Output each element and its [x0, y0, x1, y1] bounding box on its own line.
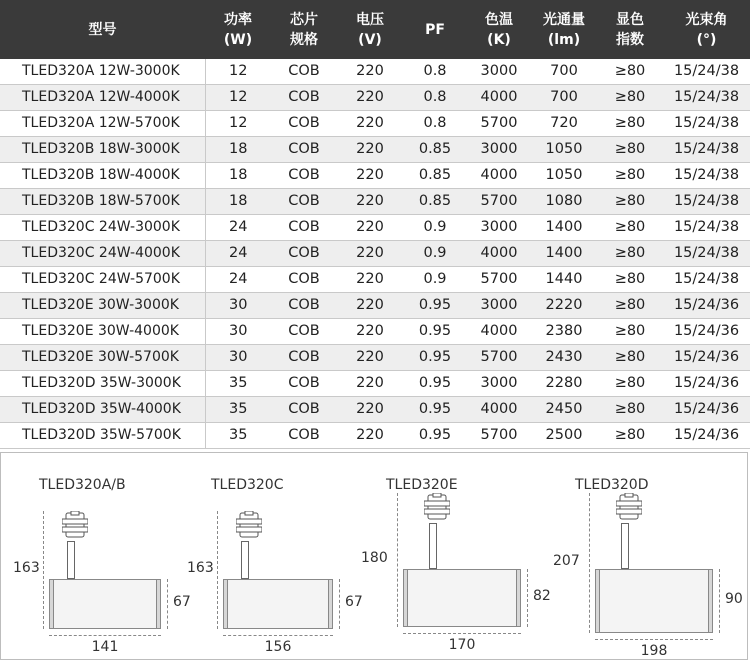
cell-model: TLED320B 18W-5700K: [0, 189, 205, 215]
diagram-model-label: TLED320C: [211, 477, 284, 493]
cell-model: TLED320A 12W-4000K: [0, 85, 205, 111]
cell-voltage: 220: [337, 293, 403, 319]
cell-power: 18: [205, 163, 271, 189]
cell-model: TLED320C 24W-3000K: [0, 215, 205, 241]
table-row: [0, 267, 750, 293]
cell-pf: 0.95: [403, 423, 467, 449]
cell-pf: 0.95: [403, 345, 467, 371]
track-adapter-icon: [62, 511, 88, 541]
adapter-stem: [67, 541, 75, 579]
cell-pf: 0.85: [403, 137, 467, 163]
cell-voltage: 220: [337, 163, 403, 189]
width-value: 141: [91, 639, 119, 655]
cell-voltage: 220: [337, 215, 403, 241]
table-row: [0, 59, 750, 85]
cell-cct: 5700: [467, 111, 531, 137]
cell-lumen: 2220: [531, 293, 597, 319]
fixture-body: [223, 579, 333, 629]
header-cri: 显色 指数: [597, 0, 663, 59]
cell-power: 18: [205, 137, 271, 163]
cell-chip: COB: [271, 59, 337, 85]
header-chip: 芯片 规格: [271, 0, 337, 59]
fixture-body: [403, 569, 521, 627]
cell-cct: 3000: [467, 293, 531, 319]
cell-cri: ≥80: [597, 319, 663, 345]
cell-lumen: 700: [531, 59, 597, 85]
body-height-line: [719, 569, 720, 633]
cell-pf: 0.8: [403, 59, 467, 85]
cell-beam-angle: 15/24/38: [663, 59, 750, 85]
cell-power: 35: [205, 423, 271, 449]
cell-cct: 5700: [467, 345, 531, 371]
header-pf: PF: [403, 0, 467, 59]
cell-chip: COB: [271, 137, 337, 163]
cell-pf: 0.95: [403, 397, 467, 423]
cell-beam-angle: 15/24/38: [663, 137, 750, 163]
cell-cri: ≥80: [597, 137, 663, 163]
cell-cri: ≥80: [597, 241, 663, 267]
cell-cri: ≥80: [597, 59, 663, 85]
cell-lumen: 2380: [531, 319, 597, 345]
width-line: [49, 635, 161, 636]
cell-lumen: 1080: [531, 189, 597, 215]
cell-pf: 0.9: [403, 215, 467, 241]
width-value: 156: [264, 639, 292, 655]
cell-lumen: 700: [531, 85, 597, 111]
cell-cct: 5700: [467, 267, 531, 293]
cell-power: 18: [205, 189, 271, 215]
table-row: [0, 215, 750, 241]
cell-lumen: 1050: [531, 137, 597, 163]
fixture-body: [595, 569, 713, 633]
cell-pf: 0.85: [403, 189, 467, 215]
cell-cct: 3000: [467, 59, 531, 85]
cell-power: 12: [205, 85, 271, 111]
cell-model: TLED320C 24W-4000K: [0, 241, 205, 267]
total-height-line: [589, 493, 590, 633]
cell-voltage: 220: [337, 397, 403, 423]
cell-model: TLED320E 30W-5700K: [0, 345, 205, 371]
cell-power: 35: [205, 371, 271, 397]
header-model: 型号: [0, 0, 205, 59]
cell-chip: COB: [271, 267, 337, 293]
cell-chip: COB: [271, 293, 337, 319]
cell-beam-angle: 15/24/38: [663, 267, 750, 293]
cell-beam-angle: 15/24/36: [663, 397, 750, 423]
cell-beam-angle: 15/24/36: [663, 345, 750, 371]
cell-lumen: 1050: [531, 163, 597, 189]
cell-power: 12: [205, 59, 271, 85]
cell-beam-angle: 15/24/36: [663, 371, 750, 397]
fixture-end-cap: [223, 579, 228, 629]
total-height-value: 163: [13, 560, 40, 576]
cell-voltage: 220: [337, 267, 403, 293]
header-power: 功率 (W): [205, 0, 271, 59]
cell-lumen: 2280: [531, 371, 597, 397]
cell-model: TLED320B 18W-3000K: [0, 137, 205, 163]
cell-voltage: 220: [337, 371, 403, 397]
cell-beam-angle: 15/24/38: [663, 85, 750, 111]
cell-model: TLED320D 35W-4000K: [0, 397, 205, 423]
cell-cri: ≥80: [597, 345, 663, 371]
cell-cri: ≥80: [597, 85, 663, 111]
cell-chip: COB: [271, 189, 337, 215]
cell-pf: 0.8: [403, 85, 467, 111]
cell-chip: COB: [271, 345, 337, 371]
cell-cri: ≥80: [597, 267, 663, 293]
diagram-model-label: TLED320D: [575, 477, 649, 493]
track-adapter-icon: [424, 493, 450, 523]
body-height-value: 67: [345, 594, 363, 610]
cell-voltage: 220: [337, 111, 403, 137]
track-adapter-icon: [236, 511, 262, 541]
cell-beam-angle: 15/24/38: [663, 163, 750, 189]
cell-power: 30: [205, 345, 271, 371]
cell-pf: 0.9: [403, 241, 467, 267]
total-height-line: [217, 511, 218, 629]
cell-cri: ≥80: [597, 215, 663, 241]
fixture-end-cap: [595, 569, 600, 633]
header-lumen: 光通量 (lm): [531, 0, 597, 59]
fixture-end-cap: [156, 579, 161, 629]
cell-chip: COB: [271, 85, 337, 111]
width-value: 198: [640, 643, 668, 659]
cell-chip: COB: [271, 111, 337, 137]
cell-cct: 3000: [467, 137, 531, 163]
table-row: [0, 241, 750, 267]
cell-cct: 4000: [467, 397, 531, 423]
cell-cct: 3000: [467, 215, 531, 241]
cell-beam-angle: 15/24/36: [663, 423, 750, 449]
cell-beam-angle: 15/24/36: [663, 319, 750, 345]
cell-cct: 5700: [467, 189, 531, 215]
cell-lumen: 2450: [531, 397, 597, 423]
header-cct: 色温 (K): [467, 0, 531, 59]
cell-model: TLED320E 30W-4000K: [0, 319, 205, 345]
cell-power: 12: [205, 111, 271, 137]
table-row: [0, 163, 750, 189]
cell-chip: COB: [271, 371, 337, 397]
diagram-model-label: TLED320A/B: [39, 477, 126, 493]
cell-pf: 0.9: [403, 267, 467, 293]
table-row: [0, 85, 750, 111]
cell-voltage: 220: [337, 59, 403, 85]
body-height-line: [527, 569, 528, 627]
table-row: [0, 345, 750, 371]
table-row: [0, 397, 750, 423]
table-row: [0, 371, 750, 397]
cell-chip: COB: [271, 423, 337, 449]
cell-chip: COB: [271, 397, 337, 423]
adapter-stem: [241, 541, 249, 579]
cell-power: 24: [205, 215, 271, 241]
cell-power: 24: [205, 267, 271, 293]
cell-beam-angle: 15/24/38: [663, 111, 750, 137]
cell-chip: COB: [271, 319, 337, 345]
total-height-line: [43, 511, 44, 629]
cell-power: 35: [205, 397, 271, 423]
cell-model: TLED320D 35W-5700K: [0, 423, 205, 449]
cell-lumen: 720: [531, 111, 597, 137]
cell-cri: ≥80: [597, 189, 663, 215]
width-value: 170: [448, 637, 476, 653]
cell-lumen: 2500: [531, 423, 597, 449]
cell-cct: 3000: [467, 371, 531, 397]
cell-power: 24: [205, 241, 271, 267]
cell-power: 30: [205, 319, 271, 345]
cell-chip: COB: [271, 241, 337, 267]
cell-cct: 5700: [467, 423, 531, 449]
cell-lumen: 2430: [531, 345, 597, 371]
body-height-value: 90: [725, 591, 743, 607]
cell-cri: ≥80: [597, 293, 663, 319]
track-adapter-icon: [616, 493, 642, 523]
table-header-row: [0, 0, 750, 59]
total-height-value: 163: [187, 560, 214, 576]
fixture-end-cap: [708, 569, 713, 633]
width-line: [595, 639, 713, 640]
diagram-model-label: TLED320E: [386, 477, 458, 493]
total-height-line: [397, 493, 398, 627]
cell-voltage: 220: [337, 189, 403, 215]
cell-lumen: 1400: [531, 215, 597, 241]
cell-cri: ≥80: [597, 111, 663, 137]
fixture-body: [49, 579, 161, 629]
cell-lumen: 1400: [531, 241, 597, 267]
cell-beam-angle: 15/24/36: [663, 293, 750, 319]
cell-cri: ≥80: [597, 397, 663, 423]
table-row: [0, 293, 750, 319]
cell-cct: 4000: [467, 85, 531, 111]
width-line: [223, 635, 333, 636]
cell-beam-angle: 15/24/38: [663, 189, 750, 215]
total-height-value: 180: [361, 550, 388, 566]
cell-pf: 0.85: [403, 163, 467, 189]
cell-chip: COB: [271, 163, 337, 189]
table-row: [0, 423, 750, 449]
table-row: [0, 189, 750, 215]
cell-model: TLED320A 12W-3000K: [0, 59, 205, 85]
cell-power: 30: [205, 293, 271, 319]
width-line: [403, 633, 521, 634]
cell-model: TLED320B 18W-4000K: [0, 163, 205, 189]
cell-model: TLED320D 35W-3000K: [0, 371, 205, 397]
cell-chip: COB: [271, 215, 337, 241]
body-height-value: 82: [533, 588, 551, 604]
table-row: [0, 319, 750, 345]
adapter-stem: [429, 523, 437, 569]
cell-model: TLED320E 30W-3000K: [0, 293, 205, 319]
cell-voltage: 220: [337, 85, 403, 111]
cell-cct: 4000: [467, 319, 531, 345]
cell-voltage: 220: [337, 345, 403, 371]
cell-pf: 0.8: [403, 111, 467, 137]
fixture-end-cap: [403, 569, 408, 627]
body-height-value: 67: [173, 594, 191, 610]
dimension-diagrams: [0, 452, 748, 660]
fixture-end-cap: [49, 579, 54, 629]
cell-cri: ≥80: [597, 371, 663, 397]
fixture-end-cap: [328, 579, 333, 629]
cell-model: TLED320C 24W-5700K: [0, 267, 205, 293]
cell-model: TLED320A 12W-5700K: [0, 111, 205, 137]
cell-pf: 0.95: [403, 293, 467, 319]
cell-lumen: 1440: [531, 267, 597, 293]
cell-cct: 4000: [467, 241, 531, 267]
table-row: [0, 137, 750, 163]
adapter-stem: [621, 523, 629, 569]
cell-voltage: 220: [337, 423, 403, 449]
header-voltage: 电压 (V): [337, 0, 403, 59]
table-row: [0, 111, 750, 137]
cell-beam-angle: 15/24/38: [663, 241, 750, 267]
cell-voltage: 220: [337, 319, 403, 345]
fixture-end-cap: [516, 569, 521, 627]
cell-beam-angle: 15/24/38: [663, 215, 750, 241]
cell-voltage: 220: [337, 241, 403, 267]
cell-pf: 0.95: [403, 319, 467, 345]
cell-cri: ≥80: [597, 163, 663, 189]
cell-voltage: 220: [337, 137, 403, 163]
body-height-line: [167, 579, 168, 629]
cell-cri: ≥80: [597, 423, 663, 449]
body-height-line: [339, 579, 340, 629]
cell-pf: 0.95: [403, 371, 467, 397]
header-beam-angle: 光束角 (°): [663, 0, 750, 59]
total-height-value: 207: [553, 553, 580, 569]
cell-cct: 4000: [467, 163, 531, 189]
